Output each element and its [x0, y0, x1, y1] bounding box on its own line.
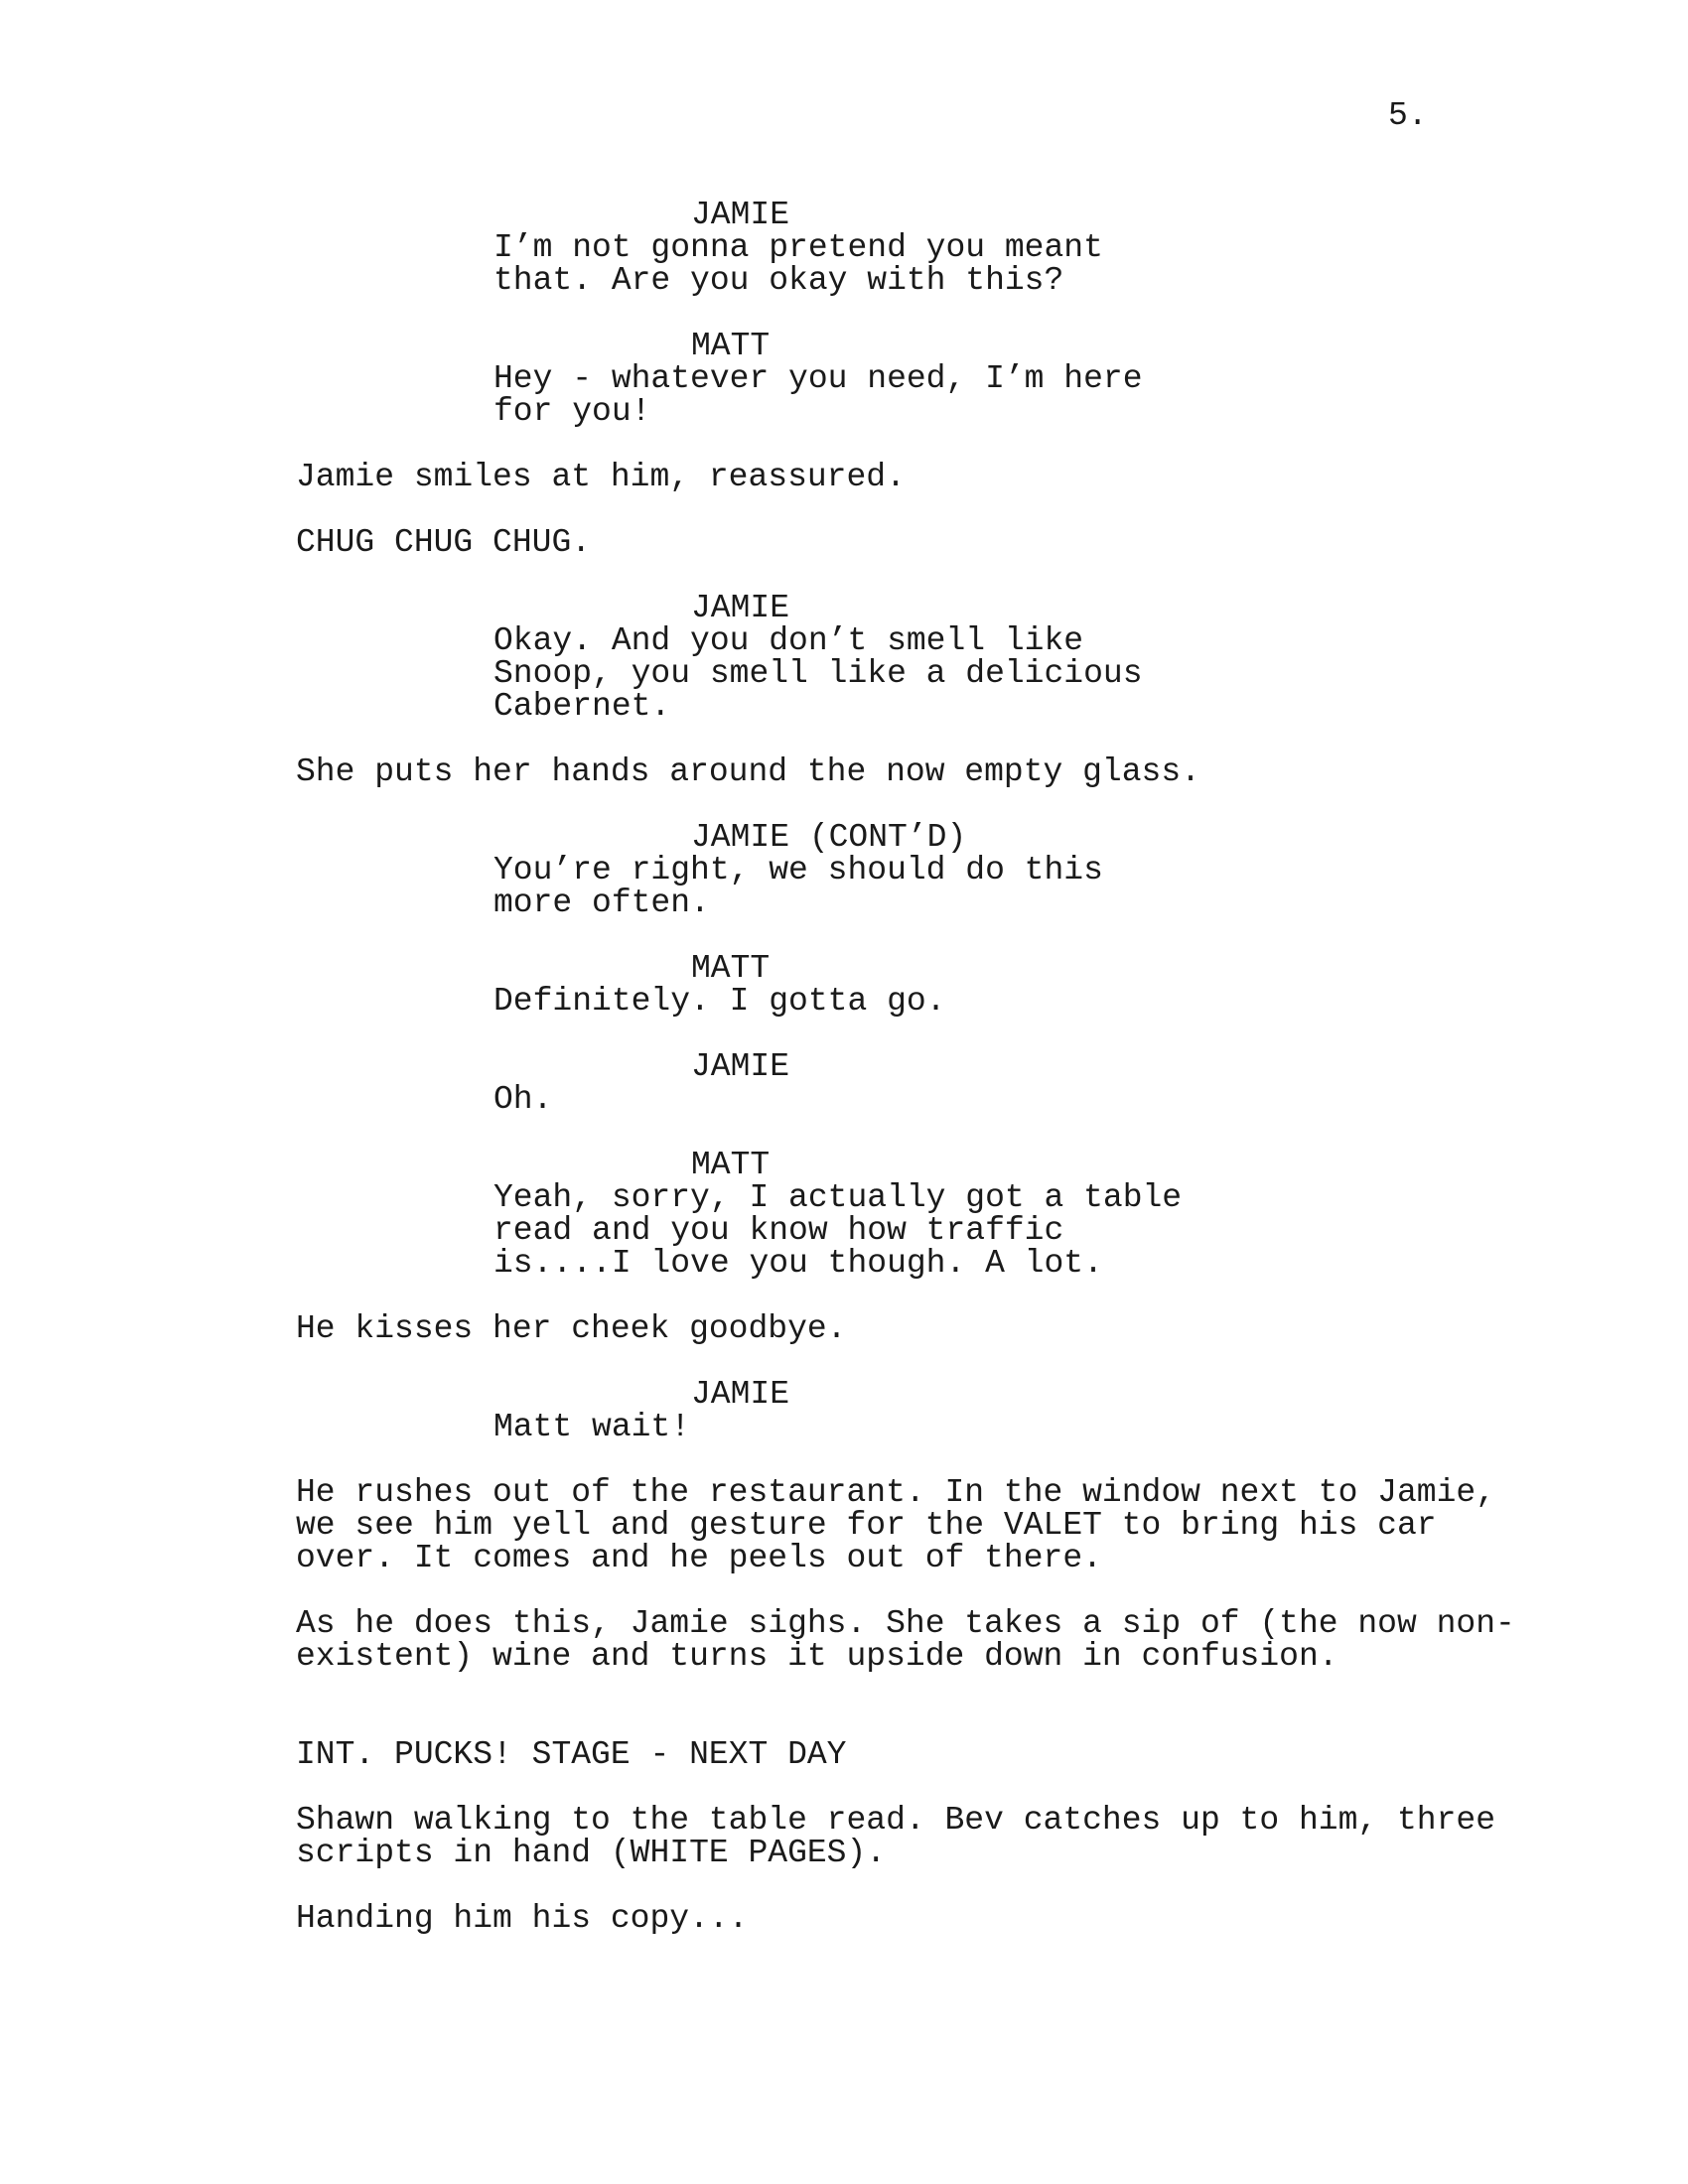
dialogue-line: Yeah, sorry, I actually got a table — [493, 1179, 1183, 1216]
dialogue-line: read and you know how traffic — [493, 1212, 1064, 1249]
dialogue — [493, 1411, 690, 1443]
action-text: Shawn walking to the table read. Bev catches up to him, three — [296, 1802, 1495, 1839]
dialogue-line: Oh. — [493, 1081, 553, 1118]
action-line — [296, 1607, 1515, 1673]
action-line — [296, 1902, 748, 1935]
action-line — [296, 461, 906, 493]
scene-heading-text: INT. PUCKS! STAGE - NEXT DAY — [296, 1736, 847, 1773]
action-text: Handing him his copy... — [296, 1900, 749, 1937]
action-text: As he does this, Jamie sighs. She takes a sip of (the now non- — [296, 1605, 1515, 1642]
action-text: He rushes out of the restaurant. In the window next to Jamie, — [296, 1474, 1495, 1511]
dialogue-line: more often. — [493, 885, 710, 921]
action-line — [296, 755, 1200, 788]
action-text: She puts her hands around the now empty glass. — [296, 753, 1200, 790]
character-cue: MATT — [691, 328, 771, 364]
dialogue-line: Snoop, you smell like a delicious — [493, 655, 1143, 692]
character-cue: JAMIE — [691, 590, 790, 626]
page-number: 5. — [1388, 97, 1428, 134]
action-text: we see him yell and gesture for the VALET to bring his car — [296, 1507, 1437, 1544]
dialogue — [493, 231, 1103, 297]
character-cue: MATT — [691, 950, 771, 987]
action-line — [296, 1476, 1495, 1574]
character-cue: JAMIE — [691, 197, 790, 233]
dialogue-line: I’m not gonna pretend you meant — [493, 229, 1103, 266]
character-cue: JAMIE (CONT’D) — [691, 819, 967, 856]
action-line — [296, 1312, 847, 1345]
action-text: Jamie smiles at him, reassured. — [296, 459, 906, 495]
action-text: CHUG CHUG CHUG. — [296, 524, 592, 561]
dialogue — [493, 362, 1143, 428]
action-text: over. It comes and he peels out of there. — [296, 1540, 1102, 1576]
action-line — [296, 1804, 1495, 1869]
action-text: He kisses her cheek goodbye. — [296, 1310, 847, 1347]
dialogue-line: for you! — [493, 393, 651, 430]
dialogue-line: Definitely. I gotta go. — [493, 983, 946, 1020]
dialogue-line: Cabernet. — [493, 688, 671, 725]
dialogue — [493, 1083, 552, 1116]
scene-heading — [296, 1738, 847, 1771]
dialogue — [493, 854, 1103, 919]
dialogue-line: is....I love you though. A lot. — [493, 1245, 1103, 1282]
dialogue-line: You’re right, we should do this — [493, 852, 1103, 888]
action-text: existent) wine and turns it upside down in confusion. — [296, 1638, 1338, 1675]
dialogue-line: Matt wait! — [493, 1409, 691, 1445]
action-text: scripts in hand (WHITE PAGES). — [296, 1835, 887, 1871]
character-cue: JAMIE — [691, 1376, 790, 1413]
character-cue: MATT — [691, 1147, 771, 1183]
action-line — [296, 526, 591, 559]
dialogue — [493, 985, 945, 1018]
dialogue — [493, 1181, 1182, 1280]
dialogue-line: Hey - whatever you need, I’m here — [493, 360, 1143, 397]
dialogue — [493, 624, 1143, 723]
character-cue: JAMIE — [691, 1048, 790, 1085]
dialogue-line: Okay. And you don’t smell like — [493, 622, 1084, 659]
dialogue-line: that. Are you okay with this? — [493, 262, 1064, 299]
